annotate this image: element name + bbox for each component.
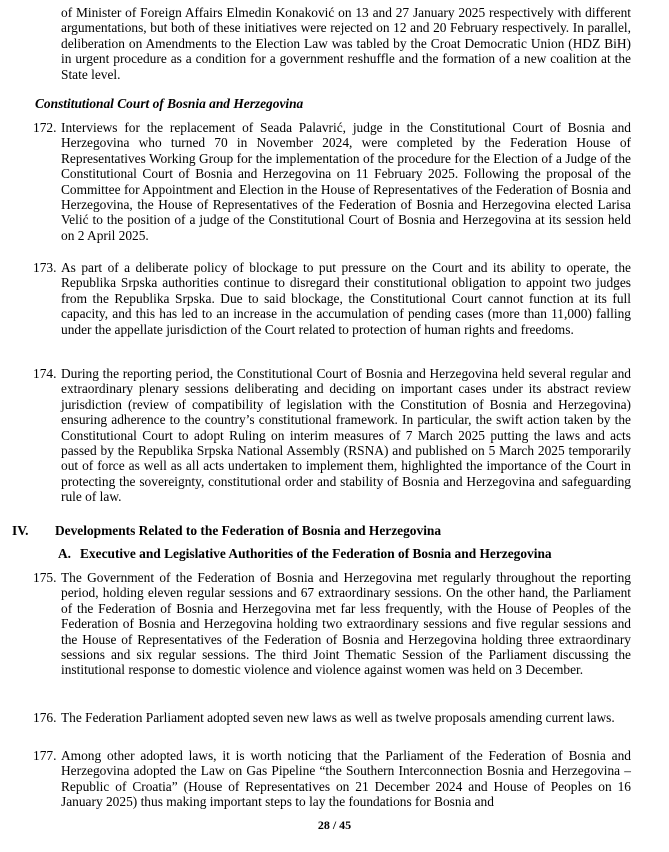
paragraph-172 — [33, 120, 631, 243]
paragraph-number: 174. — [33, 366, 57, 381]
paragraph-number: 173. — [33, 260, 57, 275]
paragraph-176 — [33, 710, 631, 725]
paragraph-177 — [33, 748, 631, 810]
paragraph-text: Among other adopted laws, it is worth noticing that the Parliament of the Federation of Bosnia and Herzegovina adopted the Law on Gas Pipeline “the Southern Interconnection Bosnia and Herzegovina – Republic of Croatia” (House of Representatives on 21 December 2024 and House of Peoples on 16 January 2025) thus making important steps to lay the foundations for Bosnia and — [61, 748, 631, 810]
paragraph-text: During the reporting period, the Constitutional Court of Bosnia and Herzegovina held several regular and extraordinary plenary sessions deliberating and deciding on important cases under its abstract review jurisdiction (review of compatibility of legislation with the Constitution of Bosnia and Herzegovina) ensuring adherence to the country’s constitutional framework. In particular, the swift action taken by the Constitutional Court to adopt Ruling on interim measures of 7 March 2025 putting the laws and acts passed by the Republika Srpska National Assembly (RSNA) and published on 5 March 2025 temporarily out of force as well as all acts undertaken to implement them, highlighted the importance of the Court in protecting the sovereignty, constitutional order and stability of Bosnia and Herzegovina and safeguarding rule of law. — [61, 366, 631, 505]
paragraph-text: Interviews for the replacement of Seada Palavrić, judge in the Constitutional Court of Bosnia and Herzegovina who turned 70 in November 2024, were completed by the Federation House of Representatives Working Group for the implementation of the procedure for the Election of a Judge of the Constitutional Court of Bosnia and Herzegovina on 11 February 2025. Following the proposal of the Committee for Appointment and Election in the House of Representatives of the Federation of Bosnia and Herzegovina, the House of Representatives of the Federation of Bosnia and Herzegovina elected Larisa Velić to the position of a judge of the Constitutional Court of Bosnia and Herzegovina at its session held on 2 April 2025. — [61, 120, 631, 243]
continuation-paragraph: of Minister of Foreign Affairs Elmedin Konaković on 13 and 27 January 2025 respectively with different argumentations, but both of these initiatives were rejected on 12 and 20 February respectively. In parallel, deliberation on Amendments to the Election Law was tabled by the Croat Democratic Union (HDZ BiH) in urgent procedure as a condition for a government reshuffle and the formation of a new coalition at the State level. — [61, 5, 631, 82]
paragraph-number: 172. — [33, 120, 57, 135]
paragraph-number: 177. — [33, 748, 57, 763]
chapter-title: Developments Related to the Federation of Bosnia and Herzegovina — [55, 523, 442, 538]
paragraph-text: The Government of the Federation of Bosnia and Herzegovina met regularly throughout the reporting period, holding eleven regular sessions and 67 extraordinary sessions. On the other hand, the Parliament of the Federation of Bosnia and Herzegovina met far less frequently, with the House of Peoples of the Federation of Bosnia and Herzegovina holding two extraordinary sessions and five regular sessions and the House of Representatives of the Federation of Bosnia and Herzegovina holding three extraordinary sessions and six regular sessions. The third Joint Thematic Session of the Parliament discussing the institutional response to domestic violence and violence against women was held on 3 December. — [61, 570, 631, 678]
chapter-number: IV. — [12, 523, 29, 538]
paragraph-number: 175. — [33, 570, 57, 585]
paragraph-text: As part of a deliberate policy of blockage to put pressure on the Court and its ability to operate, the Republika Srpska authorities continue to disregard their constitutional obligation to appoint two judges from the Republika Srpska. Due to said blockage, the Constitutional Court cannot function at its full capacity, and this has led to an increase in the accumulation of pending cases (more than 11,000) falling under the appellate jurisdiction of the Court related to protection of human rights and freedoms. — [61, 260, 631, 337]
subsection-heading — [58, 546, 552, 561]
paragraph-174 — [33, 366, 631, 505]
paragraph-text: The Federation Parliament adopted seven new laws as well as twelve proposals amending current laws. — [61, 710, 615, 725]
subsection-title: Executive and Legislative Authorities of the Federation of Bosnia and Herzegovina — [80, 546, 552, 561]
paragraph-175 — [33, 570, 631, 678]
chapter-heading — [12, 523, 441, 538]
page-number: 28 / 45 — [317, 818, 352, 832]
paragraph-173 — [33, 260, 631, 337]
paragraph-number: 176. — [33, 710, 57, 725]
section-heading-constitutional-court: Constitutional Court of Bosnia and Herzegovina — [35, 96, 304, 111]
subsection-letter: A. — [58, 546, 72, 561]
